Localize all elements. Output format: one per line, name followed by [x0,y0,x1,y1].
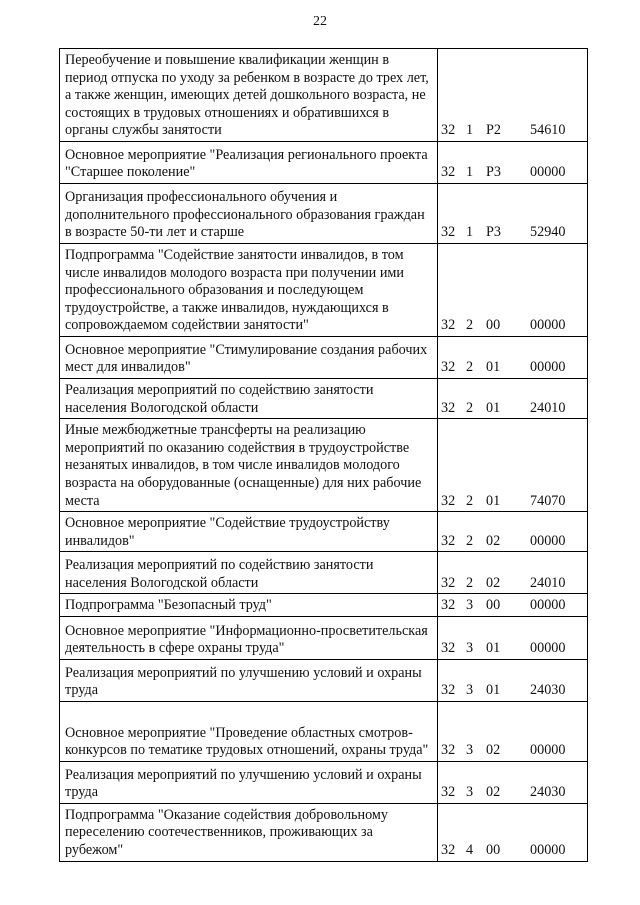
row-name: Реализация мероприятий по улучшению условий и охраны труда [60,761,438,803]
program-code: 32 [441,574,456,591]
program-code: 32 [441,597,456,614]
direction-code: 02 [486,742,501,759]
expense-code: 00000 [530,842,566,859]
program-code: 32 [441,742,456,759]
expense-code: 00000 [530,742,566,759]
row-codes [438,616,588,659]
page-number: 22 [313,14,327,29]
row-name: Организация профессионального обучения и дополнительного профессионального образования граждан в возрасте 50-ти лет и старше [60,183,438,243]
program-code: 32 [441,224,456,241]
subprogram-code: 2 [466,359,474,376]
subprogram-code: 2 [466,492,474,509]
direction-code: P2 [486,122,501,139]
subprogram-code: 2 [466,317,474,334]
direction-code: 01 [486,682,501,699]
row-name: Основное мероприятие "Информационно-просветительская деятельность в сфере охраны труда" [60,616,438,659]
table-row [60,49,588,142]
row-name: Иные межбюджетные трансферты на реализацию мероприятий по оказанию содействия в трудоустройстве незанятых инвалидов, в том числе инвалидов молодого возраста на оборудованные (оснащенные) для них рабочие места [60,419,438,512]
row-codes [438,594,588,617]
direction-code: 00 [486,317,501,334]
direction-code: 02 [486,784,501,801]
row-codes [438,512,588,552]
direction-code: 01 [486,492,501,509]
table-row [60,803,588,861]
table-row [60,616,588,659]
row-name: Основное мероприятие "Стимулирование создания рабочих мест для инвалидов" [60,336,438,378]
expense-code: 00000 [530,317,566,334]
expense-code: 00000 [530,359,566,376]
subprogram-code: 2 [466,574,474,591]
direction-code: 01 [486,359,501,376]
row-name: Подпрограмма "Содействие занятости инвалидов, в том числе инвалидов молодого возраста при получении ими профессионального образования и последующем трудоустройстве, а также инвалидов, нуждающихся в сопровождаемом содействии занятости" [60,243,438,336]
row-name: Подпрограмма "Безопасный труд" [60,594,438,617]
row-codes [438,419,588,512]
program-code: 32 [441,164,456,181]
expense-code: 74070 [530,492,566,509]
program-code: 32 [441,532,456,549]
row-codes [438,243,588,336]
row-name: Основное мероприятие "Проведение областных смотров-конкурсов по тематике трудовых отношений, охраны труда" [60,701,438,761]
subprogram-code: 2 [466,532,474,549]
subprogram-code: 1 [466,224,474,241]
direction-code: 00 [486,597,501,614]
row-name: Подпрограмма "Оказание содействия добровольному переселению соотечественников, проживающих за рубежом" [60,803,438,861]
program-code: 32 [441,399,456,416]
subprogram-code: 3 [466,742,474,759]
row-name: Основное мероприятие "Реализация регионального проекта "Старшее поколение" [60,141,438,183]
row-codes [438,141,588,183]
table-row [60,594,588,617]
program-code: 32 [441,784,456,801]
direction-code: P3 [486,224,501,241]
row-codes [438,761,588,803]
subprogram-code: 2 [466,399,474,416]
program-code: 32 [441,682,456,699]
table-row [60,141,588,183]
row-codes [438,336,588,378]
subprogram-code: 3 [466,682,474,699]
expense-code: 24010 [530,399,566,416]
subprogram-code: 1 [466,122,474,139]
expense-code: 24030 [530,784,566,801]
row-name: Реализация мероприятий по содействию занятости населения Вологодской области [60,378,438,418]
expense-code: 00000 [530,640,566,657]
table-row [60,761,588,803]
row-codes [438,659,588,701]
program-code: 32 [441,640,456,657]
subprogram-code: 3 [466,784,474,801]
direction-code: 00 [486,842,501,859]
expense-code: 00000 [530,532,566,549]
row-name: Основное мероприятие "Содействие трудоустройству инвалидов" [60,512,438,552]
row-name: Переобучение и повышение квалификации женщин в период отпуска по уходу за ребенком в возрасте до трех лет, а также женщин, имеющих детей дошкольного возраста, не состоящих в трудовых отношениях и обратившихся в органы службы занятости [60,49,438,142]
expense-code: 24030 [530,682,566,699]
row-codes [438,183,588,243]
direction-code: P3 [486,164,501,181]
program-code: 32 [441,317,456,334]
subprogram-code: 3 [466,597,474,614]
row-name: Реализация мероприятий по содействию занятости населения Вологодской области [60,552,438,594]
table-row [60,243,588,336]
direction-code: 02 [486,574,501,591]
direction-code: 02 [486,532,501,549]
expense-code: 52940 [530,224,566,241]
row-codes [438,378,588,418]
expense-code: 54610 [530,122,566,139]
direction-code: 01 [486,399,501,416]
row-codes [438,552,588,594]
table-row [60,336,588,378]
row-codes [438,701,588,761]
table-row [60,419,588,512]
direction-code: 01 [486,640,501,657]
expense-code: 00000 [530,164,566,181]
subprogram-code: 4 [466,842,474,859]
table-row [60,378,588,418]
program-code: 32 [441,359,456,376]
subprogram-code: 1 [466,164,474,181]
expense-code: 00000 [530,597,566,614]
subprogram-code: 3 [466,640,474,657]
program-code: 32 [441,842,456,859]
program-code: 32 [441,492,456,509]
program-code: 32 [441,122,456,139]
table-row [60,183,588,243]
row-name: Реализация мероприятий по улучшению условий и охраны труда [60,659,438,701]
table-row [60,659,588,701]
table-row [60,701,588,761]
expense-code: 24010 [530,574,566,591]
table-row [60,552,588,594]
table-row [60,512,588,552]
row-codes [438,49,588,142]
row-codes [438,803,588,861]
budget-classification-table [59,48,588,862]
